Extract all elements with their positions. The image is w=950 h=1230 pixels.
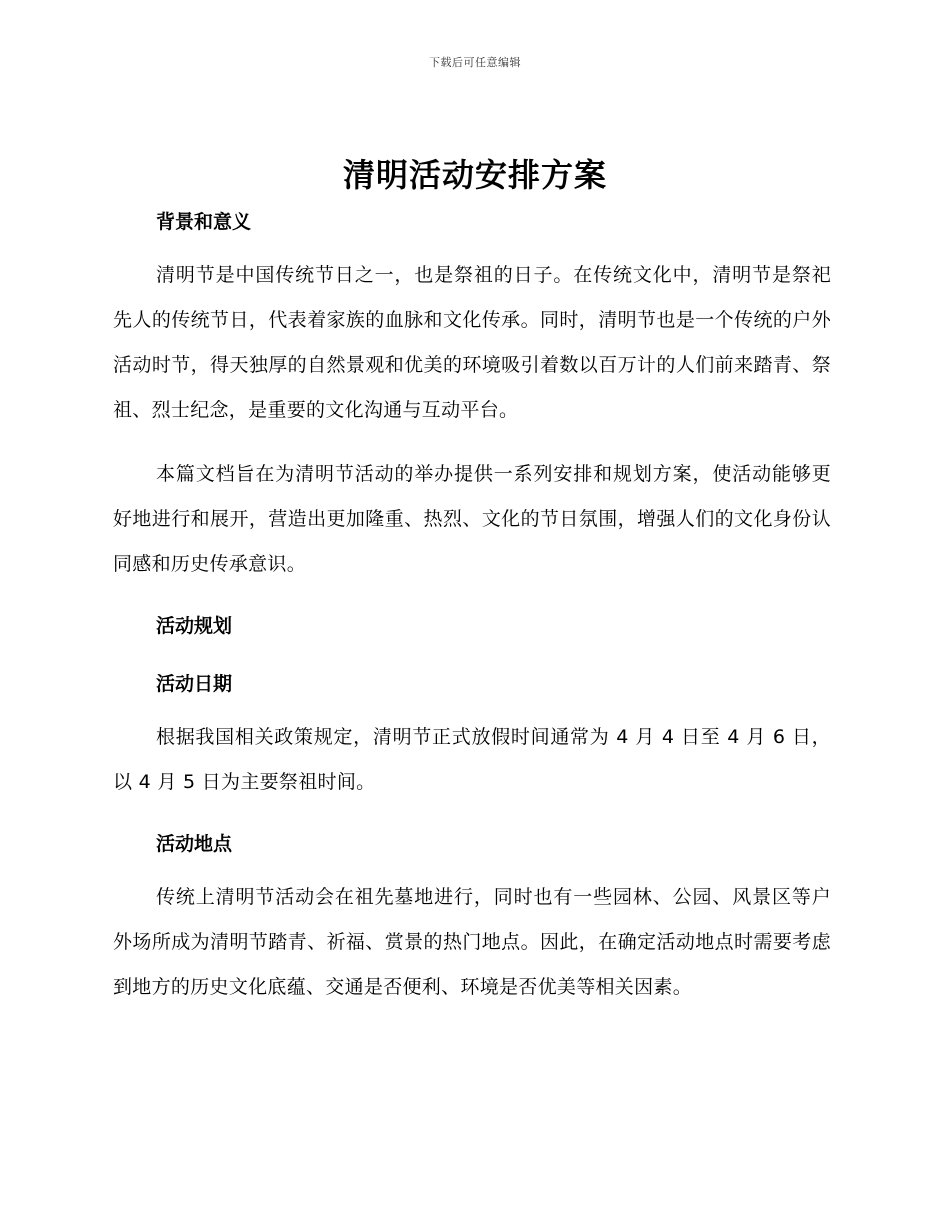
section-heading-planning: 活动规划 (156, 615, 233, 637)
background-paragraph-2: 本篇文档旨在为清明节活动的举办提供一系列安排和规划方案，使活动能够更好地进行和展开，营造出更加隆重、热烈、文化的节日氛围，增强人们的文化身份认同感和历史传承意识。 (113, 463, 831, 575)
document-title: 清明活动安排方案 (342, 156, 607, 194)
location-paragraph: 传统上清明节活动会在祖先墓地进行，同时也有一些园林、公园、风景区等户外场所成为清明节踏青、祈福、赏景的热门地点。因此，在确定活动地点时需要考虑到地方的历史文化底蕴、交通是否便利、环境是否优美等相关因素。 (113, 886, 831, 998)
header-note: 下载后可任意编辑 (429, 56, 521, 69)
background-paragraph-1: 清明节是中国传统节日之一，也是祭祖的日子。在传统文化中，清明节是祭祀先人的传统节日，代表着家族的血脉和文化传承。同时，清明节也是一个传统的户外活动时节，得天独厚的自然景观和优美的环境吸引着数以百万计的人们前来踏青、祭祖、烈士纪念，是重要的文化沟通与互动平台。 (113, 264, 831, 421)
section-heading-background: 背景和意义 (156, 211, 252, 233)
section-heading-location: 活动地点 (156, 833, 233, 855)
section-heading-date: 活动日期 (156, 673, 233, 695)
document-body (113, 203, 831, 1010)
date-paragraph: 根据我国相关政策规定，清明节正式放假时间通常为 4 月 4 日至 4 月 6 日，以 4 月 5 日为主要祭祖时间。 (113, 726, 831, 793)
